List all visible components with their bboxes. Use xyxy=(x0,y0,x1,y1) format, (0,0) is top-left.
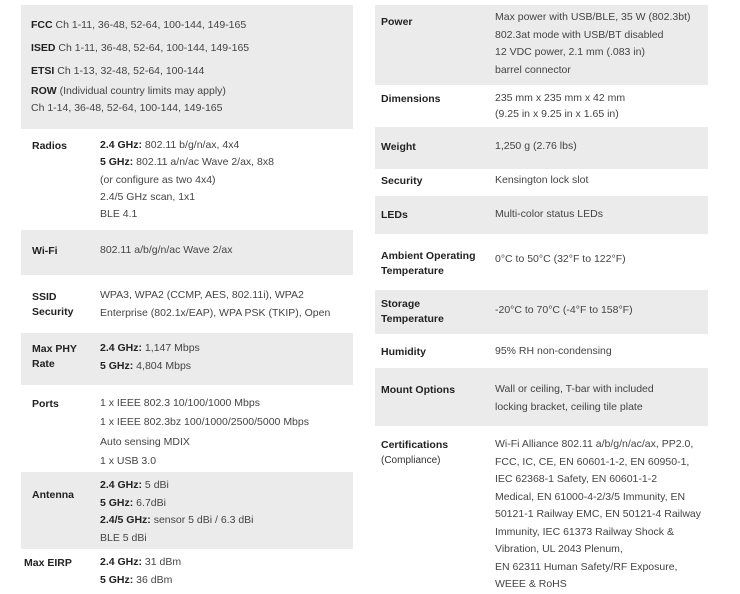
radios-line: (or configure as two 4x4) xyxy=(100,173,216,186)
ports-value: 1 x IEEE 802.3 10/100/1000 Mbps 1 x IEEE 802.3bz 100/1000/2500/5000 Mbps Auto sensing MDIX 1 x USB 3.0 xyxy=(100,397,309,467)
antenna-value: 2.4 GHz: 5 dBi 5 GHz: 6.7dBi 2.4/5 GHz: sensor 5 dBi / 6.3 dBi BLE 5 dBi xyxy=(100,479,254,544)
security-value: Kensington lock slot xyxy=(495,174,589,186)
eirp-label: Max EIRP xyxy=(24,557,72,569)
region-row: ROW (Individual country limits may apply) xyxy=(31,85,226,97)
leds-label: LEDs xyxy=(381,209,408,221)
leds-value: Multi-color status LEDs xyxy=(495,208,603,220)
region-row-channels: Ch 1-14, 36-48, 52-64, 100-144, 149-165 xyxy=(31,102,223,114)
dimensions-label: Dimensions xyxy=(381,93,441,105)
ambient-value: 0°C to 50°C (32°F to 122°F) xyxy=(495,253,626,265)
ports-label: Ports xyxy=(32,398,59,410)
radios-line: 5 GHz: 802.11 a/n/ac Wave 2/ax, 8x8 xyxy=(100,156,274,169)
phy-value: 2.4 GHz: 1,147 Mbps 5 GHz: 4,804 Mbps xyxy=(100,342,200,372)
mount-label: Mount Options xyxy=(381,384,456,396)
radios-line: 2.4 GHz: 802.11 b/g/n/ax, 4x4 xyxy=(100,139,240,151)
antenna-label: Antenna xyxy=(32,489,74,501)
region-fcc: FCC Ch 1-11, 36-48, 52-64, 100-144, 149-165 xyxy=(31,19,247,31)
region-ised: ISED Ch 1-11, 36-48, 52-64, 100-144, 149-165 xyxy=(31,42,250,54)
radios-value xyxy=(100,137,274,223)
cert-label: Certifications (Compliance) xyxy=(381,439,449,466)
radios-line: BLE 4.1 xyxy=(100,208,138,221)
weight-label: Weight xyxy=(381,141,416,153)
eirp-value: 2.4 GHz: 31 dBm 5 GHz: 36 dBm xyxy=(100,556,182,586)
wifi-value: 802.11 a/b/g/n/ac Wave 2/ax xyxy=(100,244,233,256)
storage-value: -20°C to 70°C (-4°F to 158°F) xyxy=(495,304,633,316)
dimensions-value: 235 mm x 235 mm x 42 mm (9.25 in x 9.25 in x 1.65 in) xyxy=(495,92,626,120)
humidity-label: Humidity xyxy=(381,346,426,358)
ambient-label: Ambient Operating Temperature xyxy=(381,250,476,277)
ssid-value: WPA3, WPA2 (CCMP, AES, 802.11i), WPA2 Enterprise (802.1x/EAP), WPA PSK (TKIP), Open xyxy=(100,289,331,319)
weight-value: 1,250 g (2.76 lbs) xyxy=(495,140,577,152)
humidity-value: 95% RH non-condensing xyxy=(495,345,612,357)
storage-label: Storage Temperature xyxy=(381,298,444,325)
ssid-label: SSID Security xyxy=(32,291,74,318)
region-etsi: ETSI Ch 1-13, 32-48, 52-64, 100-144 xyxy=(31,65,205,77)
regions-list xyxy=(31,14,249,117)
radios-line: 2.4/5 GHz scan, 1x1 xyxy=(100,190,196,203)
wifi-label: Wi-Fi xyxy=(32,245,58,257)
radios-label: Radios xyxy=(32,140,68,152)
phy-label: Max PHY Rate xyxy=(32,343,77,370)
power-label: Power xyxy=(381,16,413,28)
cert-value: Wi-Fi Alliance 802.11 a/b/g/n/ac/ax, PP2.0, FCC, IC, CE, EN 60601-1-2, EN 60950-1, IEC 62368-1 Safety, EN 60601-1-2 Medical, EN 61000-4-2/3/5 Immunity, EN 50121-1 Railway EMC, EN 50121-4 Railway Immunity, IEC 61373 Railway Shock & Vibration, UL 2043 Plenum, EN 62311 Human Safety/RF Exposure, WEEE & RoHS xyxy=(495,438,702,590)
mount-value: Wall or ceiling, T-bar with included locking bracket, ceiling tile plate xyxy=(495,383,654,413)
power-value: Max power with USB/BLE, 35 W (802.3bt) 802.3at mode with USB/BT disabled 12 VDC power, 2.1 mm (.083 in) barrel connector xyxy=(495,11,691,76)
security-label: Security xyxy=(381,175,423,187)
